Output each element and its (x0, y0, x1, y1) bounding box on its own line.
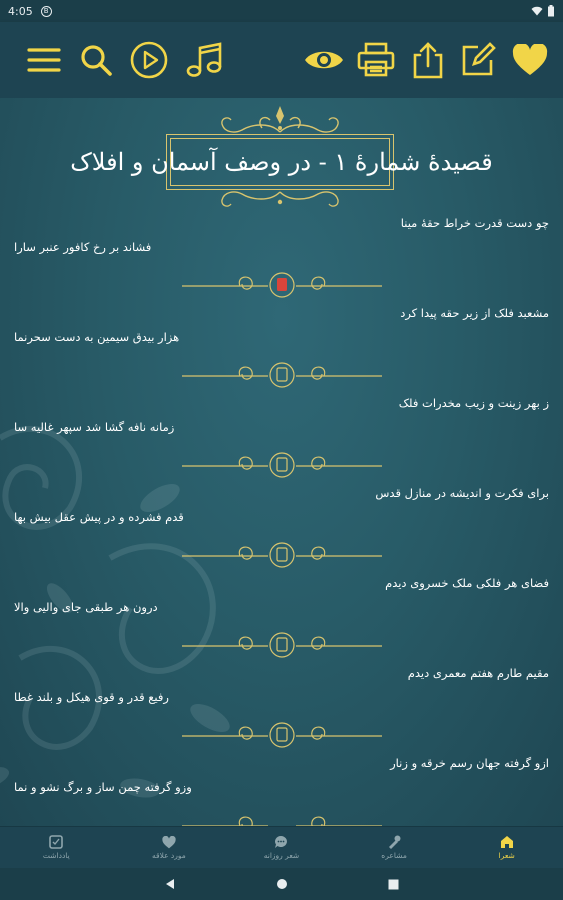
verse-divider[interactable] (180, 540, 384, 570)
nav-daily-poem[interactable] (225, 827, 338, 868)
note-icon (49, 835, 63, 849)
poem-title: قصیدهٔ شمارهٔ ۱ - در وصف آسمان و افلاک (70, 148, 493, 176)
back-icon[interactable] (164, 878, 176, 890)
verse-4-first[interactable]: برای فکرت و اندیشه در منازل قدس (375, 486, 549, 500)
status-bar (0, 0, 563, 22)
nav-poets[interactable] (450, 827, 563, 868)
wifi-icon (531, 6, 543, 16)
verse-1-first[interactable]: چو دست قدرت خراط حقهٔ مینا (400, 216, 549, 230)
verse-divider[interactable] (180, 810, 384, 826)
title-ornament-top (212, 102, 348, 138)
heart-icon (162, 836, 176, 849)
nav-notes[interactable] (0, 827, 113, 868)
home-icon (500, 835, 514, 849)
verse-5-second[interactable]: درون هر طبقی جای والیی والا (14, 600, 158, 614)
verse-divider[interactable] (180, 630, 384, 660)
verse-7-second[interactable]: وزو گرفته چمن ساز و برگ نشو و نما (14, 780, 192, 794)
verse-5-first[interactable]: فضای هر فلکی ملک خسروی دیدم (385, 576, 549, 590)
nav-notes-label: یادداشت (42, 851, 70, 860)
verse-3-second[interactable]: زمانه نافه گشا شد سپهر غالیه سا (14, 420, 175, 434)
recents-icon[interactable] (388, 879, 399, 890)
notification-icon: B (41, 6, 52, 17)
nav-moshaere-label: مشاعره (381, 851, 407, 860)
heart-icon[interactable] (510, 40, 550, 80)
verse-6-first[interactable]: مقیم طارم هفتم معمری دیدم (407, 666, 549, 680)
play-icon[interactable] (129, 40, 169, 80)
home-button-icon[interactable] (276, 878, 288, 890)
verse-3-first[interactable]: ز بهر زینت و زیب مخدرات فلک (398, 396, 549, 410)
verse-divider-bookmarked[interactable] (180, 270, 384, 300)
poem-content[interactable] (0, 98, 563, 826)
title-ornament-bottom (212, 188, 348, 214)
toolbar (0, 22, 563, 98)
verse-6-second[interactable]: رفیع قدر و قوی هیکل و بلند غطا (14, 690, 169, 704)
chat-icon (274, 835, 288, 849)
nav-moshaere[interactable] (338, 827, 451, 868)
menu-icon[interactable] (24, 40, 64, 80)
verse-2-first[interactable]: مشعبد فلک از زیر حقه پیدا کرد (400, 306, 549, 320)
verse-divider[interactable] (180, 720, 384, 750)
edit-icon[interactable] (458, 40, 498, 80)
verse-7-first[interactable]: ازو گرفته جهان رسم خرقه و زنار (390, 756, 549, 770)
verse-1-second[interactable]: فشاند بر رخ کافور عنبر سارا (14, 240, 152, 254)
verse-divider[interactable] (180, 360, 384, 390)
verse-4-second[interactable]: قدم فشرده و در پیش عقل بیش بها (14, 510, 184, 524)
bottom-nav (0, 826, 563, 868)
status-time: 4:05 (8, 4, 33, 18)
nav-favorites-label: مورد علاقه (151, 850, 186, 860)
nav-daily-poem-label: شعر روزانه (263, 851, 300, 860)
battery-icon (547, 5, 555, 17)
nav-favorites[interactable] (113, 827, 226, 868)
verse-divider[interactable] (180, 450, 384, 480)
system-nav-bar (0, 868, 563, 900)
music-icon[interactable] (184, 40, 224, 80)
mic-icon (387, 835, 401, 849)
share-icon[interactable] (408, 40, 448, 80)
printer-icon[interactable] (356, 40, 396, 80)
search-icon[interactable] (76, 40, 116, 80)
eye-icon[interactable] (304, 40, 344, 80)
verse-2-second[interactable]: هزار بیدق سیمین به دست سحرنما (14, 330, 180, 344)
nav-poets-label: شعرا (498, 851, 515, 860)
